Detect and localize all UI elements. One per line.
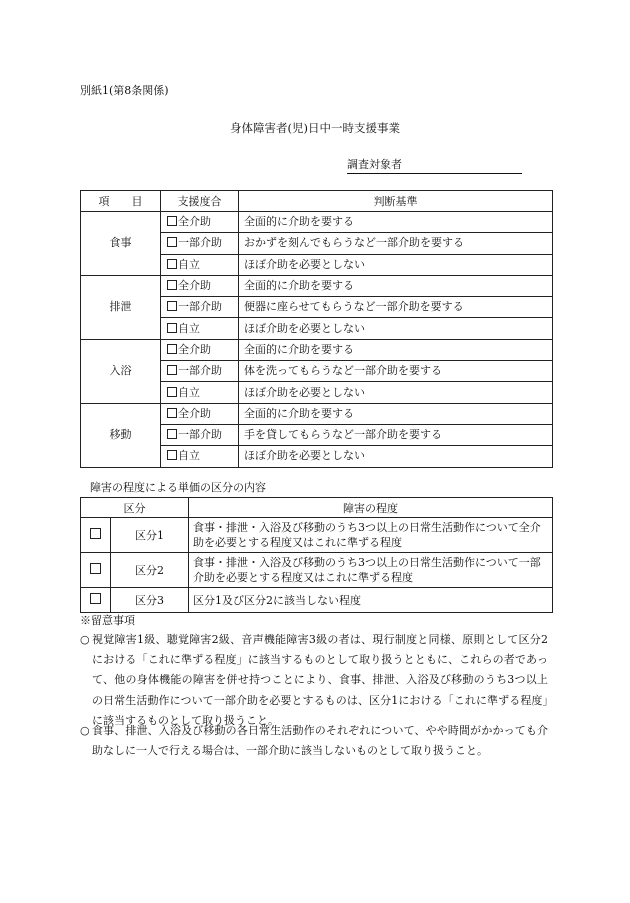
item-name: 入浴: [81, 339, 161, 403]
criteria-text: 手を貸してもらうなど一部介助を要する: [239, 424, 553, 445]
criteria-text: ほぼ介助を必要としない: [239, 446, 553, 467]
degree-text: 食事・排泄・入浴及び移動のうち3つ以上の日常生活動作について全介助を必要とする程度又はこれに準ずる程度: [189, 518, 553, 553]
level-label: 全介助: [178, 215, 211, 229]
criteria-text: 全面的に介助を要する: [239, 403, 553, 424]
criteria-text: 全面的に介助を要する: [239, 339, 553, 360]
document-title: 身体障害者(児)日中一時支援事業: [230, 121, 400, 135]
note-item: [80, 721, 548, 761]
item-name: 食事: [81, 212, 161, 276]
level-option[interactable]: [161, 382, 239, 403]
criteria-text: ほぼ介助を必要としない: [239, 254, 553, 275]
classification-row: [81, 588, 553, 613]
note-item: [80, 630, 548, 731]
assessment-header-row: [81, 191, 553, 212]
header-level: 支援度合: [161, 191, 239, 212]
criteria-text: 体を洗ってもらうなど一部介助を要する: [239, 361, 553, 382]
appendix-label: 別紙1(第8条関係): [80, 84, 169, 97]
level-label: 全介助: [178, 342, 211, 356]
level-option[interactable]: [161, 361, 239, 382]
class-label: 区分2: [111, 553, 189, 588]
criteria-text: 便器に座らせてもらうなど一部介助を要する: [239, 297, 553, 318]
criteria-text: ほぼ介助を必要としない: [239, 318, 553, 339]
header-criteria: 判断基準: [239, 191, 553, 212]
degree-text: 区分1及び区分2に該当しない程度: [189, 588, 553, 613]
level-label: 一部介助: [178, 236, 222, 250]
level-label: 一部介助: [178, 364, 222, 378]
notes-title: ※留意事項: [80, 614, 135, 627]
classification-row: [81, 518, 553, 553]
classification-row: [81, 553, 553, 588]
classification-title: 障害の程度による単価の区分の内容: [90, 481, 266, 494]
note-mark: ○: [80, 633, 90, 646]
level-option[interactable]: [161, 403, 239, 424]
level-option[interactable]: [161, 275, 239, 296]
level-label: 全介助: [178, 279, 211, 293]
level-label: 自立: [178, 385, 200, 399]
item-name: 移動: [81, 403, 161, 467]
assessment-table: [80, 190, 553, 468]
checkbox[interactable]: [167, 429, 177, 439]
level-label: 全介助: [178, 406, 211, 420]
checkbox[interactable]: [167, 216, 177, 226]
level-label: 自立: [178, 449, 200, 463]
level-option[interactable]: [161, 339, 239, 360]
criteria-text: 全面的に介助を要する: [239, 275, 553, 296]
level-option[interactable]: [161, 424, 239, 445]
checkbox[interactable]: [167, 237, 177, 247]
classification-header-row: [81, 498, 553, 518]
assessment-row: [81, 212, 553, 233]
level-label: 自立: [178, 321, 200, 335]
class-label: 区分1: [111, 518, 189, 553]
classification-table: [80, 497, 553, 613]
checkbox[interactable]: [90, 528, 101, 539]
subject-field[interactable]: [347, 156, 522, 174]
checkbox[interactable]: [167, 408, 177, 418]
criteria-text: 全面的に介助を要する: [239, 212, 553, 233]
assessment-row: [81, 403, 553, 424]
note-text: 食事、排泄、入浴及び移動の各日常生活動作のそれぞれについて、やや時間がかかっても介助なしに一人で行える場合は、一部介助に該当しないものとして取り扱うこと。: [92, 724, 548, 758]
header-degree: 障害の程度: [189, 498, 553, 518]
checkbox[interactable]: [167, 323, 177, 333]
criteria-text: ほぼ介助を必要としない: [239, 382, 553, 403]
assessment-row: [81, 339, 553, 360]
checkbox[interactable]: [167, 450, 177, 460]
criteria-text: おかずを刻んでもらうなど一部介助を要する: [239, 233, 553, 254]
level-label: 一部介助: [178, 300, 222, 314]
checkbox[interactable]: [90, 593, 101, 604]
level-option[interactable]: [161, 212, 239, 233]
item-name: 排泄: [81, 275, 161, 339]
class-checkbox-cell[interactable]: [81, 518, 111, 553]
note-mark: ○: [80, 724, 90, 737]
checkbox[interactable]: [167, 365, 177, 375]
level-option[interactable]: [161, 297, 239, 318]
class-label: 区分3: [111, 588, 189, 613]
checkbox[interactable]: [167, 301, 177, 311]
subject-label: 調査対象者: [347, 158, 402, 171]
class-checkbox-cell[interactable]: [81, 553, 111, 588]
level-option[interactable]: [161, 446, 239, 467]
header-item: 項 目: [81, 191, 161, 212]
header-class: 区分: [81, 498, 189, 518]
degree-text: 食事・排泄・入浴及び移動のうち3つ以上の日常生活動作について一部介助を必要とする程度又はこれに準ずる程度: [189, 553, 553, 588]
level-option[interactable]: [161, 233, 239, 254]
checkbox[interactable]: [167, 280, 177, 290]
note-text: 視覚障害1級、聴覚障害2級、音声機能障害3級の者は、現行制度と同様、原則として区分2における「これに準ずる程度」に該当するものとして取り扱うとともに、これらの者であって、他の身体機能の障害を併せ持つことにより、食事、排泄、入浴及び移動のうち3つ以上の日常生活動作について一部介助を必要とするものは、区分1における「これに準ずる程度」に該当するものとして取り扱うこと。: [92, 633, 548, 727]
checkbox[interactable]: [90, 563, 101, 574]
level-label: 自立: [178, 257, 200, 271]
level-option[interactable]: [161, 254, 239, 275]
checkbox[interactable]: [167, 387, 177, 397]
assessment-row: [81, 275, 553, 296]
level-label: 一部介助: [178, 428, 222, 442]
checkbox[interactable]: [167, 344, 177, 354]
level-option[interactable]: [161, 318, 239, 339]
class-checkbox-cell[interactable]: [81, 588, 111, 613]
checkbox[interactable]: [167, 259, 177, 269]
